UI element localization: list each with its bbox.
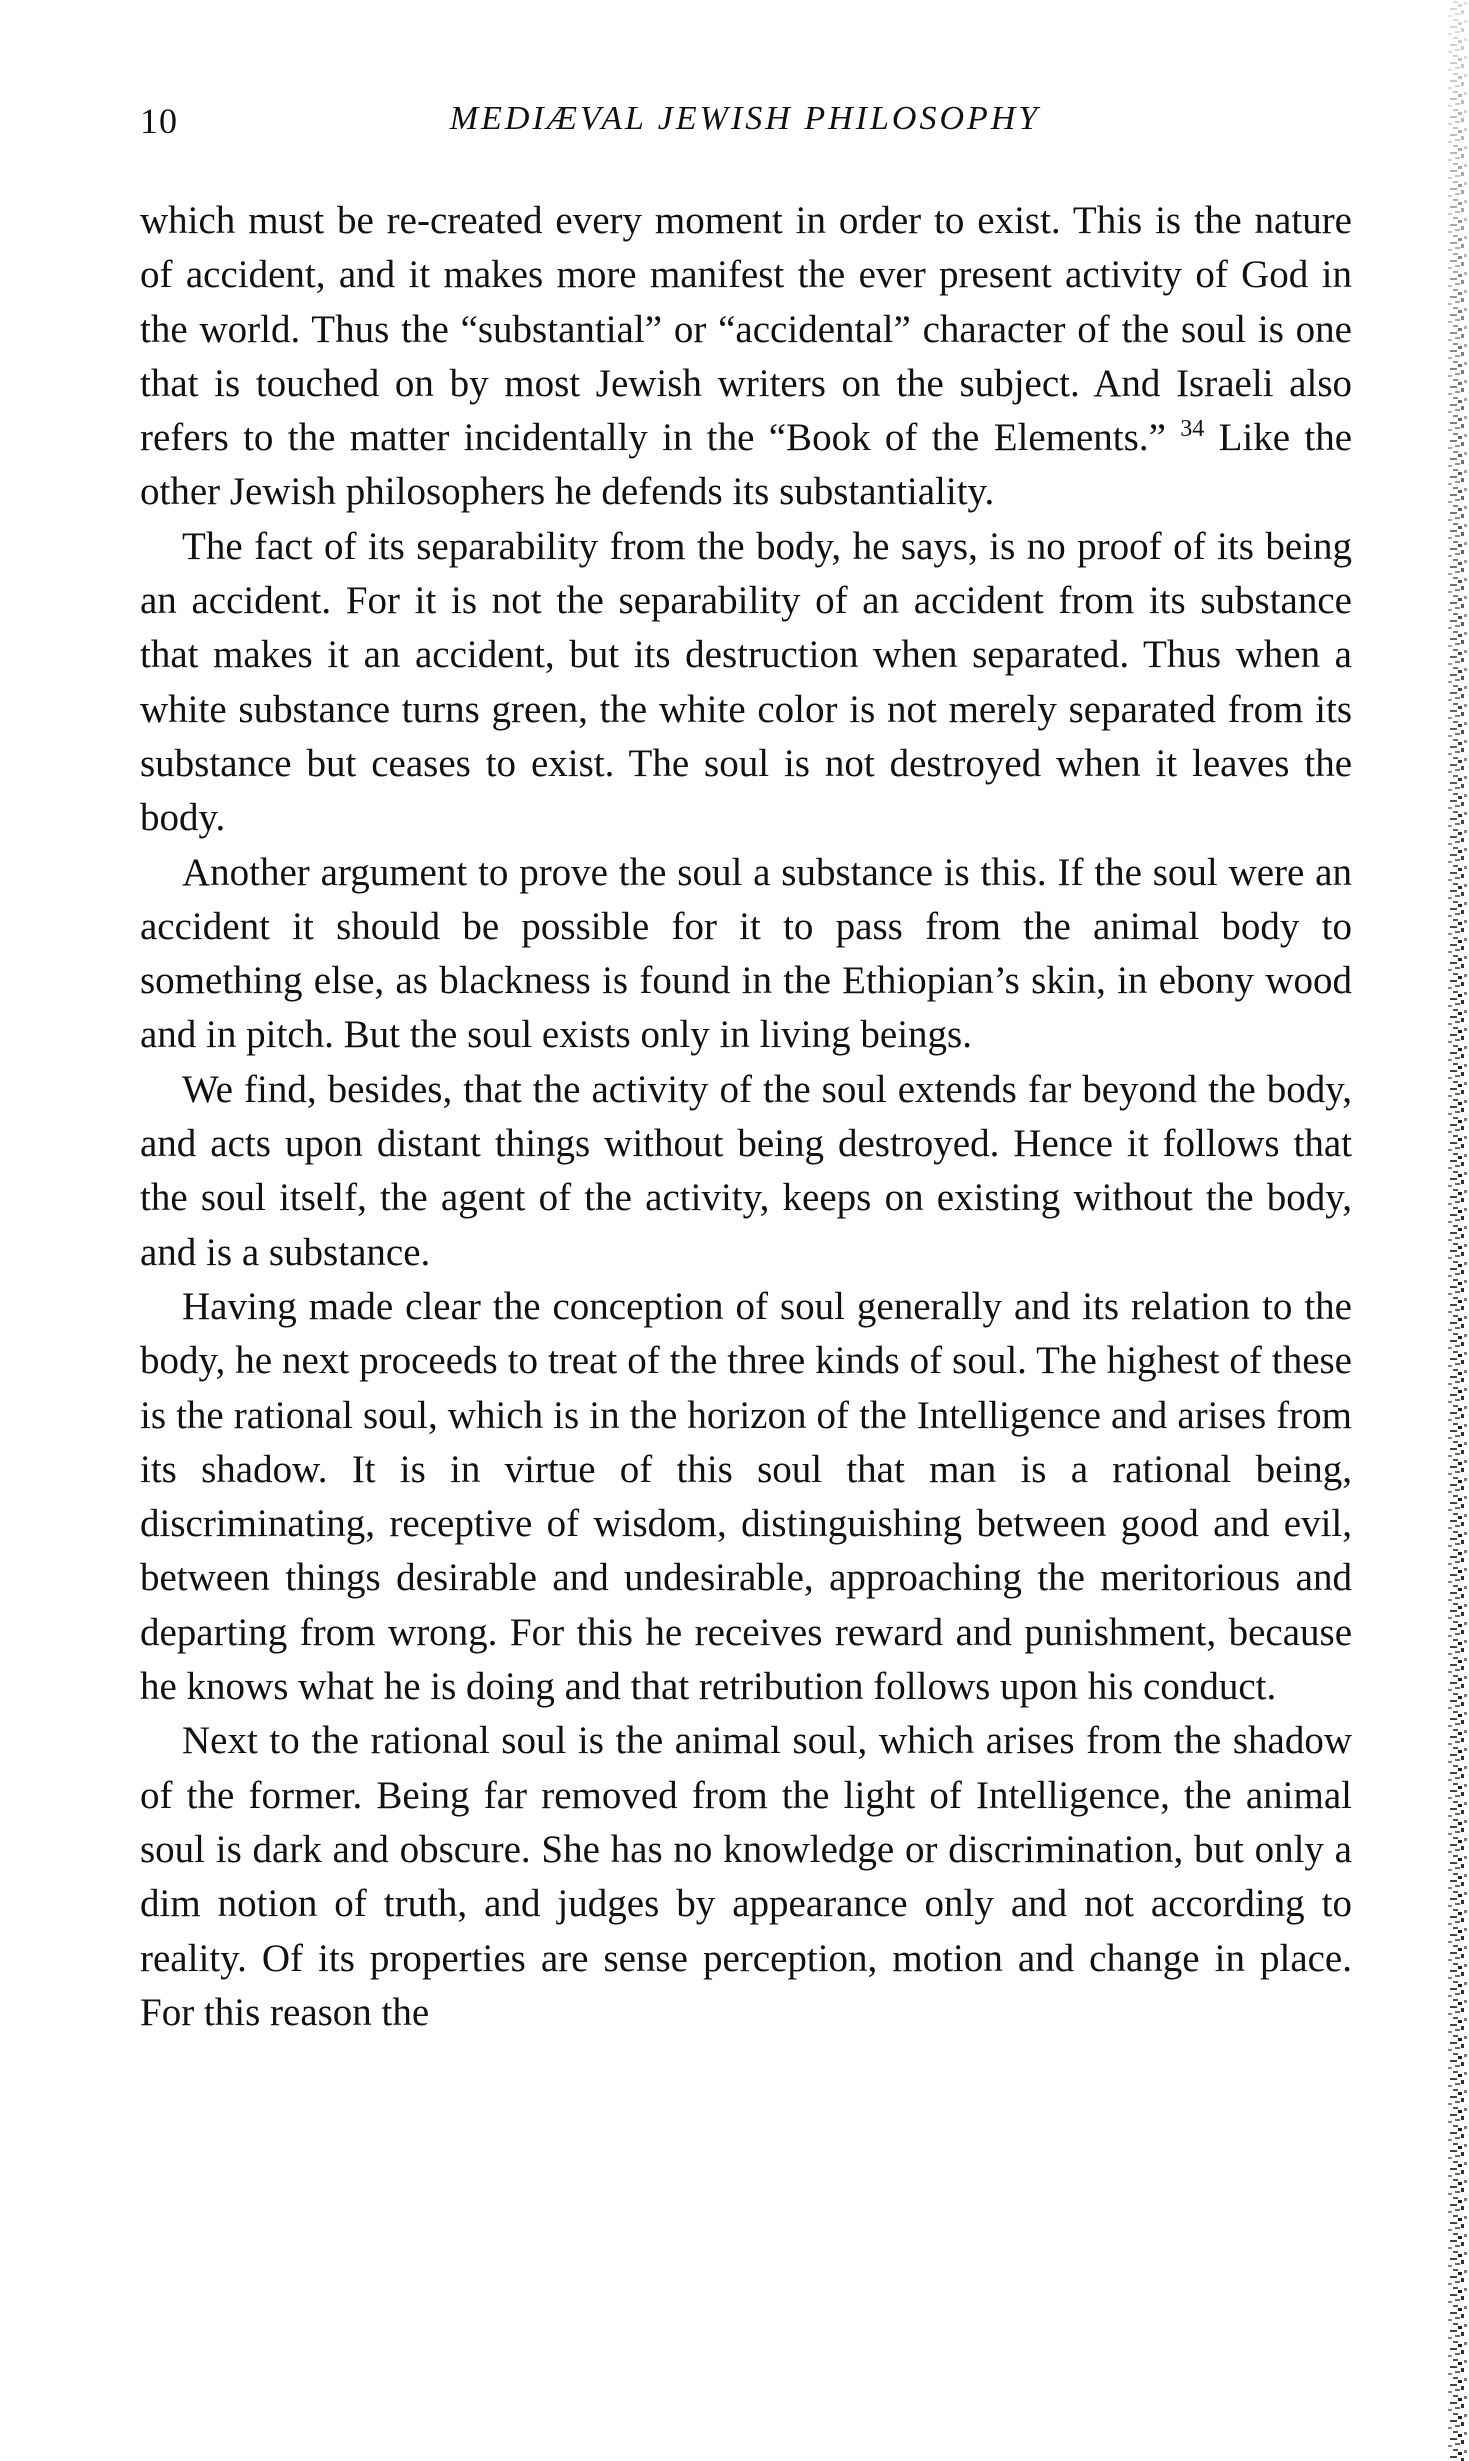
page-header	[140, 100, 1350, 150]
running-head: MEDIÆVAL JEWISH PHILOSOPHY	[449, 100, 1041, 137]
paragraph: Next to the rational soul is the animal soul, which arises from the shadow of the former. Being far removed from the light of Intelligence, the animal soul is dark and obscure. She has no knowledge or discrimination, but only a dim notion of truth, and judges by appearance only and not according to reality. Of its properties are sense perception, motion and change in place. For this reason the	[140, 1719, 1352, 2034]
paragraph: The fact of its separability from the body, he says, is no proof of its being an accident. For it is not the separability of an accident from its substance that makes it an accident, but its destruction when separated. Thus when a white substance turns green, the white color is not merely separated from its substance but ceases to exist. The soul is not destroyed when it leaves the body.	[140, 524, 1352, 840]
body-text	[140, 194, 1352, 2040]
paragraph: We find, besides, that the activity of the soul extends far beyond the body, and acts upon distant things without being destroyed. Hence it follows that the soul itself, the agent of the activity, keeps on existing without the body, and is a substance.	[140, 1067, 1352, 1274]
paragraph-text: Like the other Jewish philosophers he defends its substantiality.	[140, 416, 1353, 514]
footnote-reference: 34	[1180, 416, 1205, 443]
paragraph-text: which must be re-created every moment in order to exist. This is the nature of accident, and it makes more manifest the ever present activity of God in the world. Thus the “substantial” or “accidental” character of the soul is one that is touched on by most Jewish writers on the subject. And Israeli also refers to the matter incidentally in the “Book of the Elements.”	[140, 199, 1352, 460]
paragraph: Having made clear the conception of soul generally and its relation to the body, he next proceeds to treat of the three kinds of soul. The highest of these is the rational soul, which is in the horizon of the Intelligence and arises from its shadow. It is in virtue of this soul that man is a rational being, discriminating, receptive of wisdom, distinguishing between good and evil, between things desirable and undesirable, approaching the meritorious and departing from wrong. For this he receives reward and punishment, because he knows what he is doing and that retribution follows upon his conduct.	[140, 1284, 1352, 1709]
page-number: 10	[140, 101, 178, 141]
scanned-page-edge	[1439, 0, 1469, 2461]
paragraph: Another argument to prove the soul a substance is this. If the soul were an accident it should be possible for it to pass from the animal body to something else, as blackness is found in the Ethiopian’s skin, in ebony wood and in pitch. But the soul exists only in living beings.	[140, 850, 1352, 1057]
paragraph	[140, 194, 1352, 520]
